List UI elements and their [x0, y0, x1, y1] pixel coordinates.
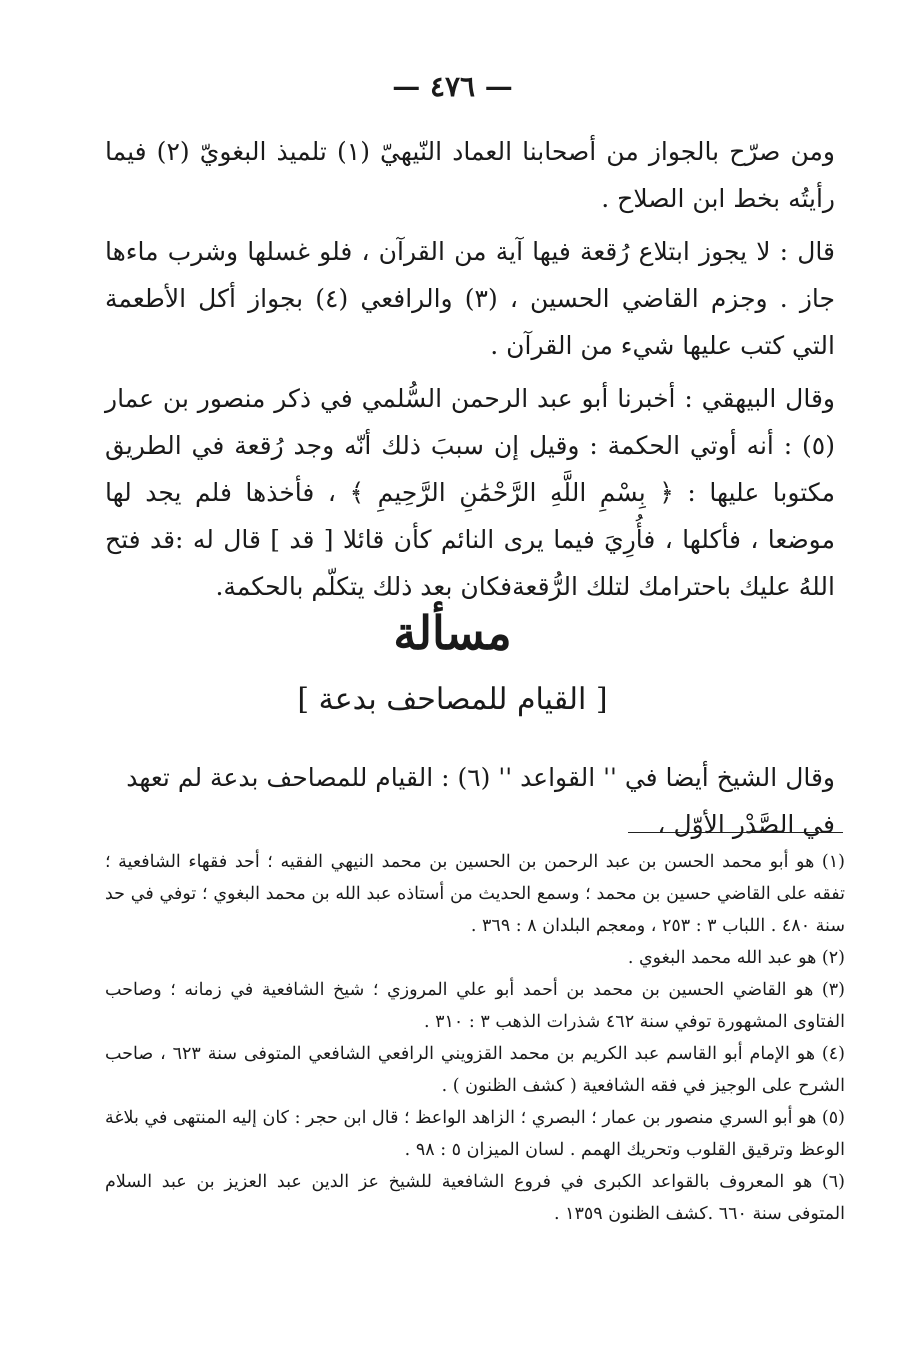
paragraph: قال : لا يجوز ابتلاع رُقعة فيها آية من القرآن ، فلو غسلها وشرب ماءها جاز . وجزم القاضي الحسين ، (٣) والرافعي (٤) بجواز أكل الأطعمة التي كتب عليها شيء من القرآن .: [105, 237, 836, 360]
footnote: (٢) هو عبد الله محمد البغوي .: [627, 948, 845, 968]
footnote: (٦) هو المعروف بالقواعد الكبرى في فروع الشافعية للشيخ عز الدين عبد العزيز بن عبد السلام المتوفى سنة ٦٦٠ .كشف الظنون ١٣٥٩ .: [105, 1172, 845, 1224]
footnote: (٣) هو القاضي الحسين بن محمد بن أحمد أبو علي المروزي ؛ شيخ الشافعية في زمانه ؛ وصاحب الفتاوى المشهورة توفي سنة ٤٦٢ شذرات الذهب ٣ : ٣١٠ .: [105, 980, 845, 1032]
main-text: [105, 128, 835, 616]
paragraph: ومن صرّح بالجواز من أصحابنا العماد النّيهيّ (١) تلميذ البغويّ (٢) فيما رأيتُه بخط ابن الصلاح .: [105, 137, 835, 213]
section-heading: مسألة: [393, 606, 512, 660]
footnote-divider: [628, 832, 843, 833]
footnote: (٤) هو الإمام أبو القاسم عبد الكريم بن محمد القزويني الرافعي الشافعي المتوفى سنة ٦٢٣ ، صاحب الشرح على الوجيز في فقه الشافعية ( كشف الظنون ) .: [105, 1044, 845, 1096]
footnote: (١) هو أبو محمد الحسن بن عبد الرحمن بن الحسين بن محمد النيهي الفقيه ؛ أحد فقهاء الشافعية ؛ تفقه على القاضي حسين بن محمد ؛ وسمع الحديث من أستاذه عبد الله بن محمد البغوي ؛ توفي في حد سنة ٤٨٠ . اللباب ٣ : ٢٥٣ ، ومعجم البلدان ٨ : ٣٦٩ .: [105, 852, 845, 936]
section-intro-line: وقال الشيخ أيضا في '' القواعد '' (٦) : القيام للمصاحف بدعة لم تعهد في الصَّدْر الأوّل ،: [126, 763, 835, 839]
footnote: (٥) هو أبو السري منصور بن عمار ؛ البصري ؛ الزاهد الواعظ ؛ قال ابن حجر : كان إليه المنتهى في بلاغة الوعظ وترقيق القلوب وتحريك الهمم . لسان الميزان ٥ : ٩٨ .: [105, 1108, 845, 1160]
footnotes: [105, 846, 845, 1230]
section-subtitle: [ القيام للمصاحف بدعة ]: [297, 682, 608, 717]
page-number: — ٤٧٦ —: [392, 70, 513, 103]
paragraph: وقال البيهقي : أخبرنا أبو عبد الرحمن السُّلمي في ذكر منصور بن عمار (٥) : أنه أوتي الحكمة : وقيل إن سببَ ذلك أنّه وجد رُقعة في الطريق مكتوبا عليها : ﴿ بِسْمِ اللَّهِ الرَّحْمَٰنِ الرَّحِيمِ ﴾ ، فأخذها فلم يجد لها موضعا ، فأكلها ، فأُرِيَ فيما يرى النائم كأن قائلا [ قد ] قال له :قد فتح اللهُ عليك باحترامك لتلك الرُّقعةفكان بعد ذلك يتكلّم بالحكمة.: [105, 384, 836, 601]
